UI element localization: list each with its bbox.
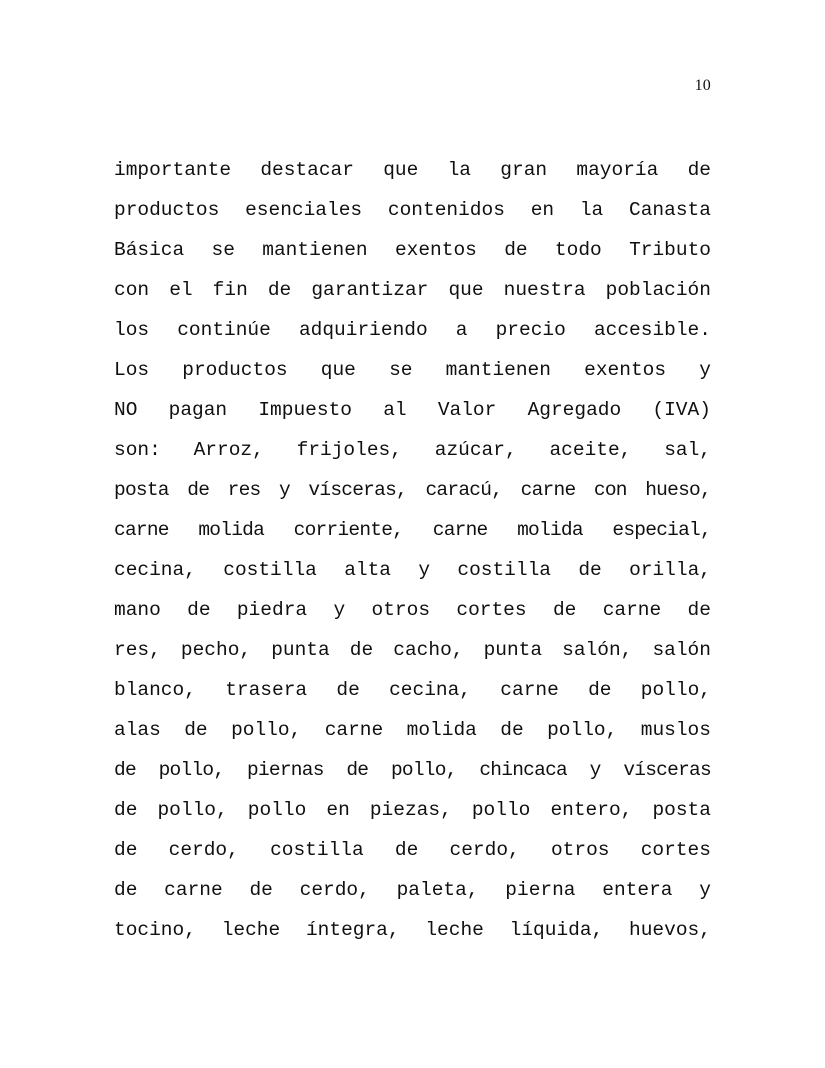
word: pagan	[168, 399, 228, 421]
text-line	[114, 910, 711, 950]
word: carne	[114, 519, 169, 541]
word: tocino,	[114, 919, 196, 941]
word: que	[383, 159, 419, 181]
word: cerdo,	[299, 879, 370, 901]
word: leche	[425, 919, 484, 941]
word: de	[114, 879, 138, 901]
word: esenciales	[245, 199, 363, 221]
text-line	[114, 870, 711, 910]
text-line	[114, 190, 711, 230]
word: salón,	[562, 639, 633, 661]
word: muslos	[640, 719, 711, 741]
word: entero,	[550, 799, 633, 821]
word: de	[187, 479, 210, 501]
word: pollo,	[640, 679, 711, 701]
word: otros	[371, 599, 431, 621]
word: NO	[114, 399, 138, 421]
text-line	[114, 630, 711, 670]
word: posta	[652, 799, 711, 821]
word: de	[267, 279, 292, 301]
word: posta	[114, 479, 169, 501]
word: leche	[221, 919, 281, 941]
word: punta	[483, 639, 543, 661]
text-line	[114, 470, 711, 510]
word: costilla	[457, 559, 551, 581]
word: de	[687, 599, 711, 621]
text-line	[114, 510, 711, 550]
word: con	[114, 279, 150, 301]
word: sal,	[664, 439, 711, 461]
word: de	[552, 599, 577, 621]
word: res	[227, 479, 261, 501]
word: Canasta	[629, 199, 711, 221]
word: de	[184, 719, 208, 741]
word: mayoría	[576, 159, 659, 181]
word: exentos	[394, 239, 477, 261]
word: Básica	[114, 239, 185, 261]
word: blanco,	[114, 679, 196, 701]
word: garantizar	[311, 279, 429, 301]
word: otros	[550, 839, 610, 861]
word: pollo,	[390, 759, 457, 781]
body-text-block	[114, 150, 711, 950]
word: mantienen	[262, 239, 368, 261]
word: precio	[495, 319, 566, 341]
word: y	[278, 479, 290, 501]
word: molida	[517, 519, 583, 541]
word: cerdo,	[449, 839, 520, 861]
text-line	[114, 270, 711, 310]
word: de	[588, 679, 612, 701]
word: punta	[271, 639, 330, 661]
word: de	[578, 559, 602, 581]
word: salón	[652, 639, 711, 661]
word: Valor	[437, 399, 497, 421]
text-line	[114, 790, 711, 830]
word: huevos,	[629, 919, 711, 941]
word: res,	[114, 639, 161, 661]
word: se	[211, 239, 235, 261]
word: cortes	[456, 599, 527, 621]
word: carne	[500, 679, 559, 701]
word: íntegra,	[305, 919, 400, 941]
word: alta	[344, 559, 392, 581]
word: líquida,	[509, 919, 604, 941]
word: exentos	[584, 359, 667, 381]
word: corriente,	[293, 519, 404, 541]
word: especial,	[612, 519, 711, 541]
word: todo	[554, 239, 602, 261]
word: de	[500, 719, 524, 741]
word: vísceras,	[308, 479, 407, 501]
word: gran	[500, 159, 548, 181]
word: al	[383, 399, 407, 421]
word: orilla,	[629, 559, 711, 581]
word: son:	[114, 439, 161, 461]
word: Agregado	[527, 399, 622, 421]
text-line	[114, 310, 711, 350]
word: pollo	[471, 799, 531, 821]
word: carne	[164, 879, 223, 901]
word: piedra	[236, 599, 308, 621]
word: carne	[520, 479, 576, 501]
word: de	[114, 799, 138, 821]
word: pecho,	[180, 639, 252, 661]
word: cecina,	[114, 559, 196, 581]
word: Los	[114, 359, 150, 381]
text-line	[114, 430, 711, 470]
word: los	[114, 319, 150, 341]
text-line	[114, 670, 711, 710]
word: cecina,	[389, 679, 472, 701]
word: productos	[182, 359, 288, 381]
word: alas	[114, 719, 161, 741]
word: pollo,	[231, 719, 302, 741]
word: mantienen	[445, 359, 551, 381]
word: paleta,	[396, 879, 479, 901]
word: cacho,	[393, 639, 464, 661]
word: caracú,	[425, 479, 503, 501]
text-line	[114, 150, 711, 190]
text-line	[114, 710, 711, 750]
text-line	[114, 750, 711, 790]
word: Tributo	[629, 239, 711, 261]
word: costilla	[270, 839, 364, 861]
text-line	[114, 590, 711, 630]
word: trasera	[225, 679, 308, 701]
word: la	[579, 199, 604, 221]
word: accesible.	[593, 319, 711, 341]
word: molida	[406, 719, 477, 741]
text-line	[114, 350, 711, 390]
word: y	[589, 759, 601, 781]
word: azúcar,	[434, 439, 517, 461]
word: y	[699, 359, 711, 381]
word: cerdo,	[168, 839, 239, 861]
word: en	[326, 799, 350, 821]
text-line	[114, 230, 711, 270]
word: con	[593, 479, 627, 501]
word: mano	[114, 599, 161, 621]
word: destacar	[260, 159, 354, 181]
word: en	[530, 199, 555, 221]
word: (IVA)	[652, 399, 711, 421]
word: entera	[602, 879, 673, 901]
word: vísceras	[623, 759, 711, 781]
word: y	[699, 879, 711, 901]
word: piernas	[247, 759, 324, 781]
word: y	[333, 599, 346, 621]
word: costilla	[223, 559, 317, 581]
word: se	[389, 359, 413, 381]
word: frijoles,	[296, 439, 402, 461]
word: adquiriendo	[298, 319, 428, 341]
word: nuestra	[503, 279, 586, 301]
word: de	[346, 759, 369, 781]
word: de	[687, 159, 711, 181]
word: importante	[114, 159, 232, 181]
word: Arroz,	[193, 439, 264, 461]
page-number: 10	[694, 77, 711, 94]
word: de	[114, 839, 138, 861]
word: molida	[198, 519, 265, 541]
word: que	[320, 359, 356, 381]
word: hueso,	[645, 479, 711, 501]
word: cortes	[640, 839, 711, 861]
word: productos	[114, 199, 220, 221]
word: a	[455, 319, 468, 341]
word: pollo	[247, 799, 307, 821]
word: Impuesto	[258, 399, 352, 421]
word: de	[187, 599, 211, 621]
word: de	[336, 679, 360, 701]
text-line	[114, 830, 711, 870]
word: carne	[324, 719, 384, 741]
word: de	[249, 879, 273, 901]
word: chincaca	[479, 759, 567, 781]
word: continúe	[177, 319, 271, 341]
word: pollo,	[158, 759, 225, 781]
word: población	[605, 279, 711, 301]
word: pierna	[505, 879, 576, 901]
text-line	[114, 550, 711, 590]
word: pollo,	[547, 719, 618, 741]
word: contenidos	[387, 199, 505, 221]
word: y	[418, 559, 431, 581]
word: de	[394, 839, 419, 861]
word: aceite,	[549, 439, 632, 461]
word: que	[448, 279, 484, 301]
word: de	[349, 639, 374, 661]
word: el	[169, 279, 193, 301]
word: carne	[602, 599, 662, 621]
word: piezas,	[369, 799, 452, 821]
word: de	[114, 759, 136, 781]
word: pollo,	[157, 799, 228, 821]
text-line	[114, 390, 711, 430]
word: de	[504, 239, 528, 261]
word: fin	[212, 279, 248, 301]
word: carne	[432, 519, 488, 541]
word: la	[447, 159, 472, 181]
